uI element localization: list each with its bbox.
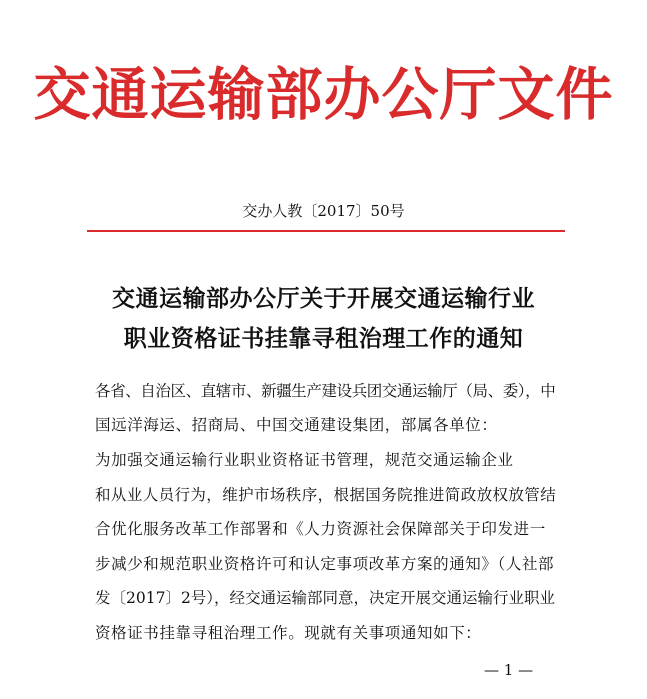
body-line-5: 合优化服务改革工作部署和《人力资源社会保障部关于印发进一	[95, 520, 546, 538]
body-line-8: 资格证书挂靠寻租治理工作。现就有关事项通知如下：	[95, 624, 482, 642]
page-number: — 1 —	[484, 661, 534, 679]
body-line-7: 发〔2017〕2号），经交通运输部同意，决定开展交通运输行业职业	[95, 589, 556, 607]
red-separator-line	[87, 230, 565, 232]
document-title-line-1: 交通运输部办公厅关于开展交通运输行业	[112, 285, 535, 312]
document-number: 交办人教〔2017〕50号	[242, 202, 405, 220]
body-line-1: 各省、自治区、直辖市、新疆生产建设兵团交通运输厅（局、委），中	[95, 382, 556, 400]
body-line-2: 国远洋海运、招商局、中国交通建设集团，部属各单位：	[95, 416, 498, 434]
document-title-line-2: 职业资格证书挂靠寻租治理工作的通知	[123, 325, 524, 352]
body-line-6: 步减少和规范职业资格许可和认定事项改革方案的通知》（人社部	[95, 555, 555, 573]
body-line-3: 为加强交通运输行业职业资格证书管理，规范交通运输企业	[95, 451, 514, 469]
agency-header-title: 交通运输部办公厅文件	[33, 61, 614, 128]
body-line-4: 和从业人员行为，维护市场秩序，根据国务院推进简政放权放管结	[95, 486, 557, 504]
